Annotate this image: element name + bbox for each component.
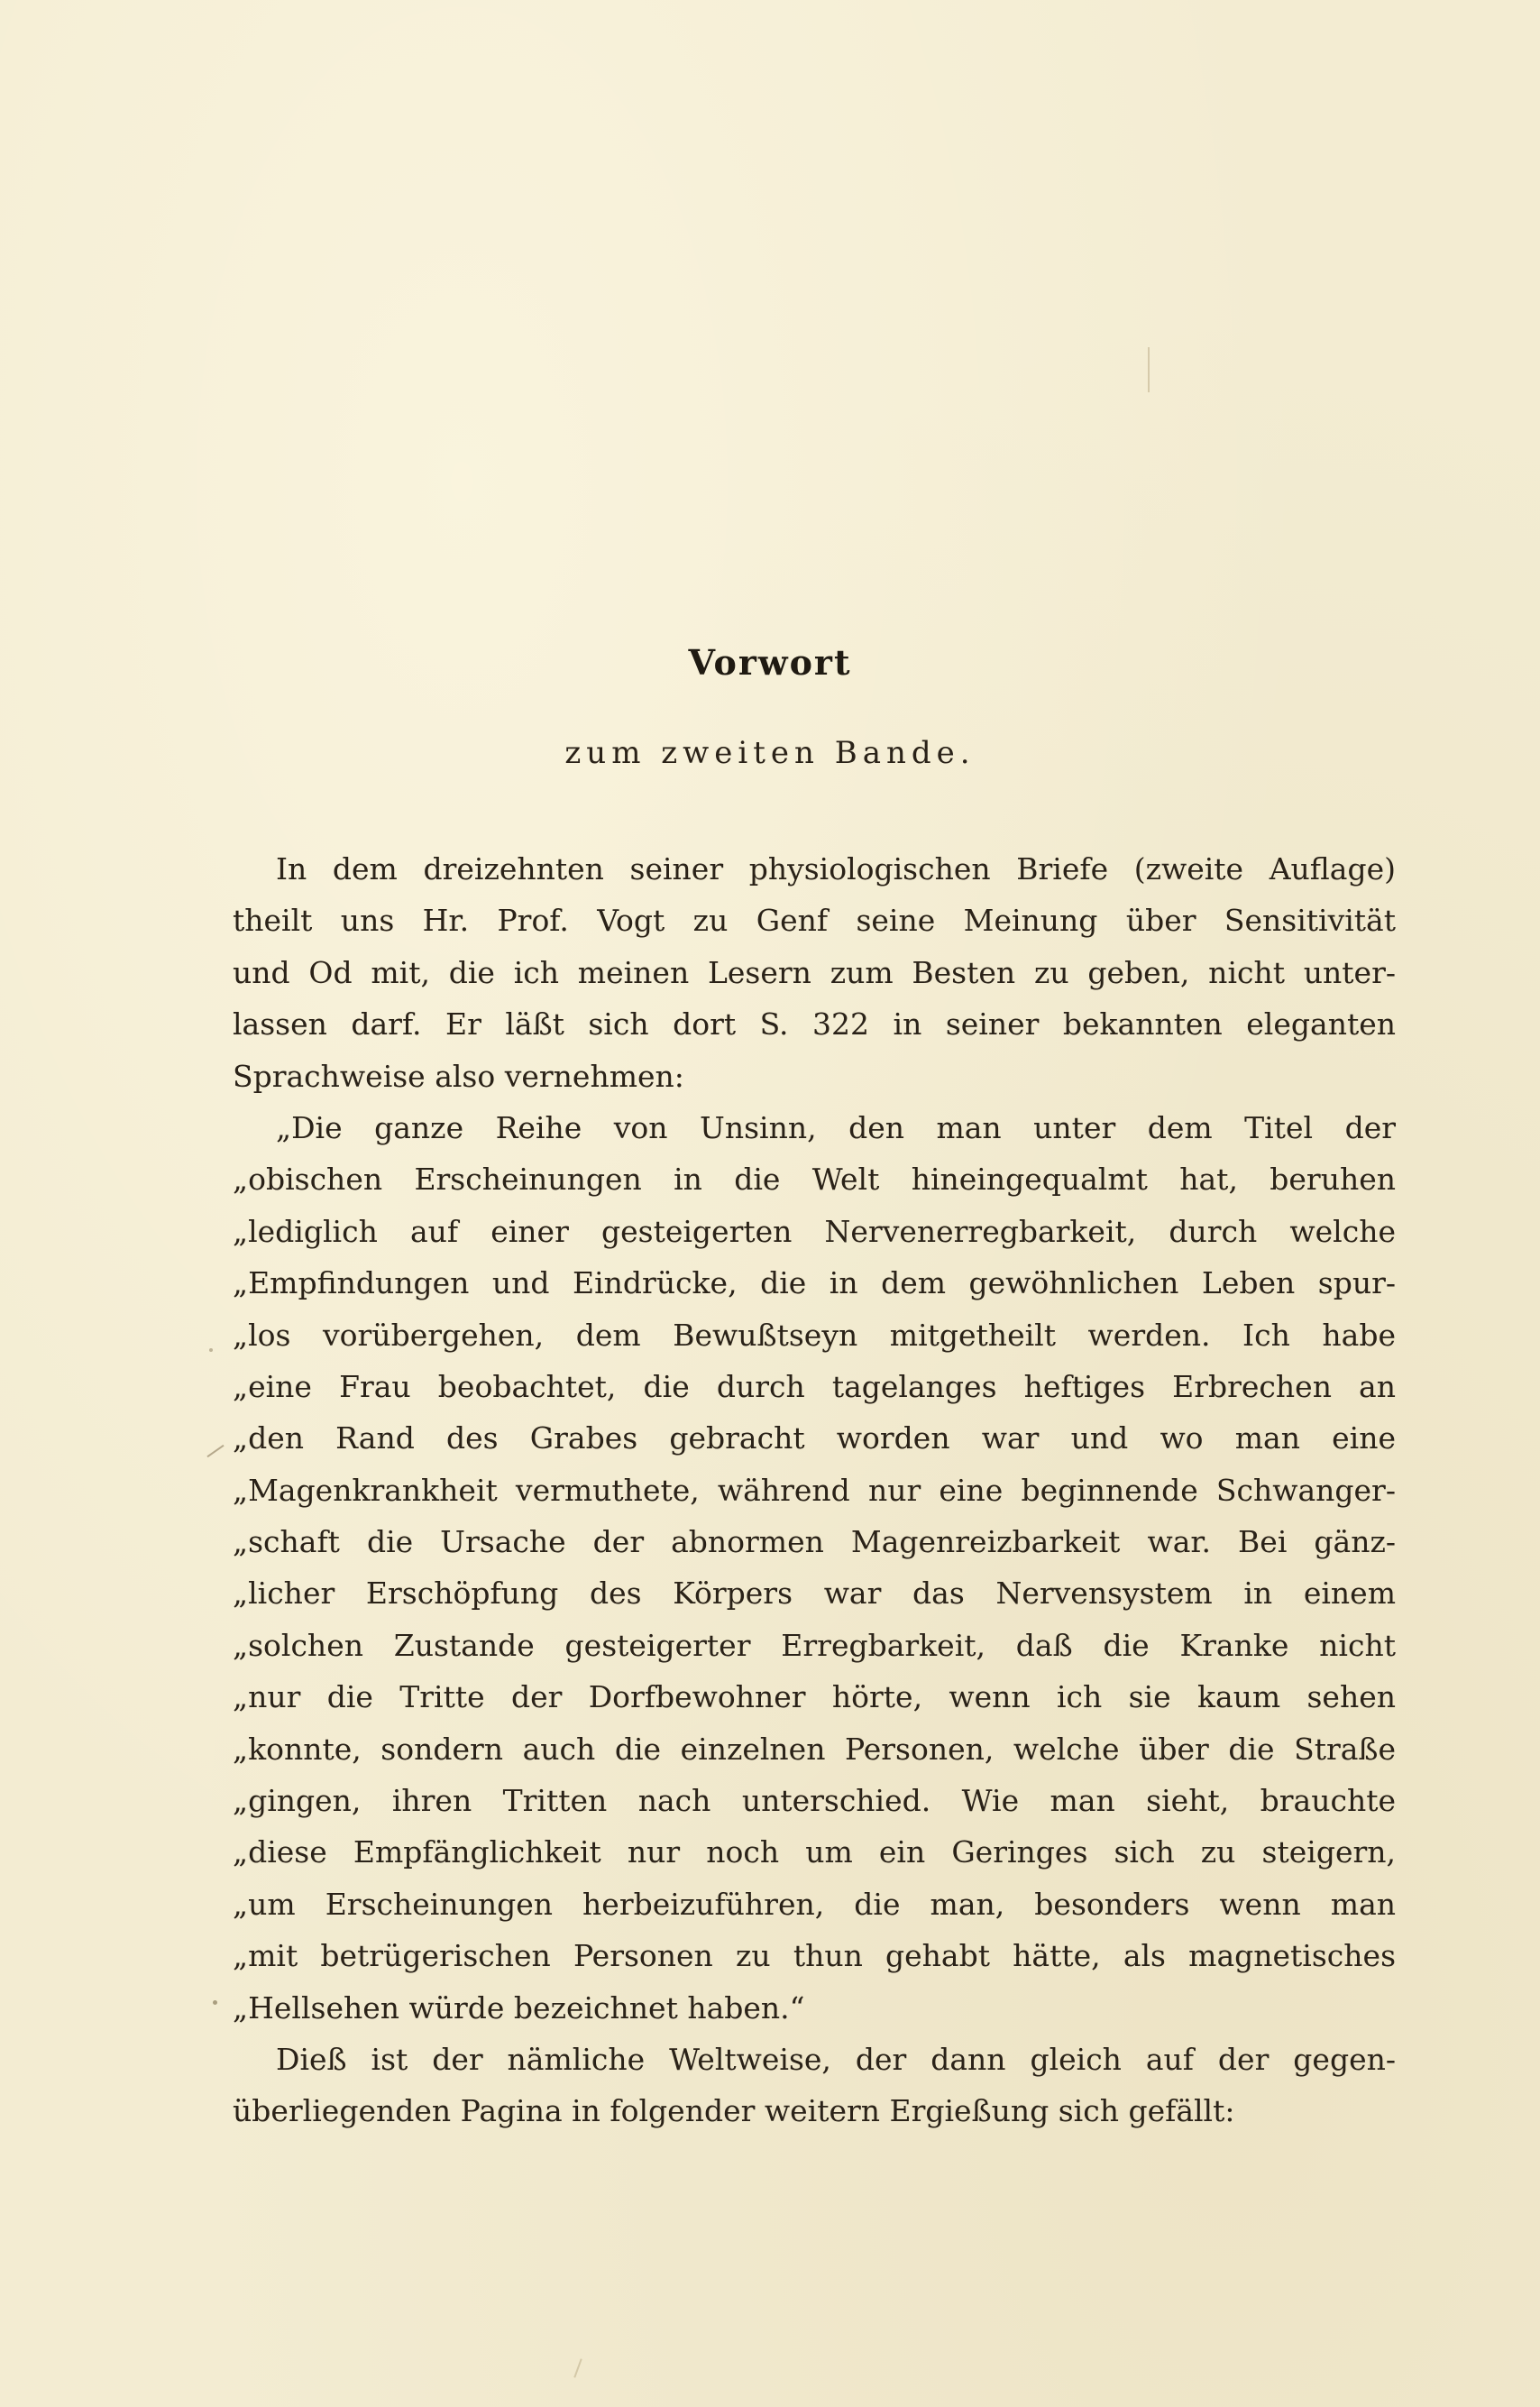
text-line: theilt uns Hr. Prof. Vogt zu Genf seine Meinung über Sensitivität <box>233 903 1396 939</box>
text-line: „gingen, ihren Tritten nach unterschied. Wie man sieht, brauchte <box>233 1783 1396 1819</box>
paper-mark <box>1148 347 1150 392</box>
text-line: „schaft die Ursache der abnormen Magenreizbarkeit war. Bei gänz- <box>233 1524 1396 1560</box>
paper-mark <box>573 2358 582 2377</box>
text-line: „diese Empfänglichkeit nur noch um ein Geringes sich zu steigern, <box>233 1834 1396 1870</box>
text-line: „solchen Zustande gesteigerter Erregbarkeit, daß die Kranke nicht <box>233 1627 1396 1663</box>
text-line: „Die ganze Reihe von Unsinn, den man unter dem Titel der <box>276 1109 1396 1145</box>
text-line: „um Erscheinungen herbeizuführen, die man, besonders wenn man <box>233 1886 1396 1922</box>
margin-mark <box>206 1445 224 1457</box>
text-line: Sprachweise also vernehmen: <box>233 1058 684 1094</box>
text-line: lassen darf. Er läßt sich dort S. 322 in seiner bekannten eleganten <box>233 1006 1396 1043</box>
text-line: „licher Erschöpfung des Körpers war das Nervensystem in einem <box>233 1576 1396 1612</box>
text-line: In dem dreizehnten seiner physiologischen Briefe (zweite Auflage) <box>276 851 1396 887</box>
text-line: „den Rand des Grabes gebracht worden war und wo man eine <box>233 1420 1396 1456</box>
text-line: „nur die Tritte der Dorfbewohner hörte, wenn ich sie kaum sehen <box>233 1679 1396 1715</box>
text-line: „los vorübergehen, dem Bewußtseyn mitgetheilt werden. Ich habe <box>233 1317 1396 1353</box>
text-line: „lediglich auf einer gesteigerten Nervenerregbarkeit, durch welche <box>233 1213 1396 1249</box>
ink-speck <box>213 2000 217 2005</box>
text-line: „konnte, sondern auch die einzelnen Personen, welche über die Straße <box>233 1731 1396 1767</box>
text-line: und Od mit, die ich meinen Lesern zum Besten zu geben, nicht unter- <box>233 954 1396 990</box>
text-line: „eine Frau beobachtet, die durch tagelanges heftiges Erbrechen an <box>233 1368 1396 1404</box>
text-line: Dieß ist der nämliche Weltweise, der dann gleich auf der gegen- <box>276 2041 1396 2077</box>
body-text <box>233 843 1396 2137</box>
text-line: „obischen Erscheinungen in die Welt hineingequalmt hat, beruhen <box>233 1162 1396 1198</box>
text-line: „Magenkrankheit vermuthete, während nur eine beginnende Schwanger- <box>233 1472 1396 1508</box>
text-line: „mit betrügerischen Personen zu thun gehabt hätte, als magnetisches <box>233 1938 1396 1974</box>
ink-speck <box>209 1348 213 1352</box>
page-subtitle: zum zweiten Bande. <box>564 735 976 771</box>
text-line: „Hellsehen würde bezeichnet haben.“ <box>233 1989 805 2026</box>
text-line: überliegenden Pagina in folgender weitern Ergießung sich gefällt: <box>233 2093 1235 2129</box>
page-title: Vorwort <box>688 642 852 683</box>
text-line: „Empfindungen und Eindrücke, die in dem gewöhnlichen Leben spur- <box>233 1265 1396 1301</box>
